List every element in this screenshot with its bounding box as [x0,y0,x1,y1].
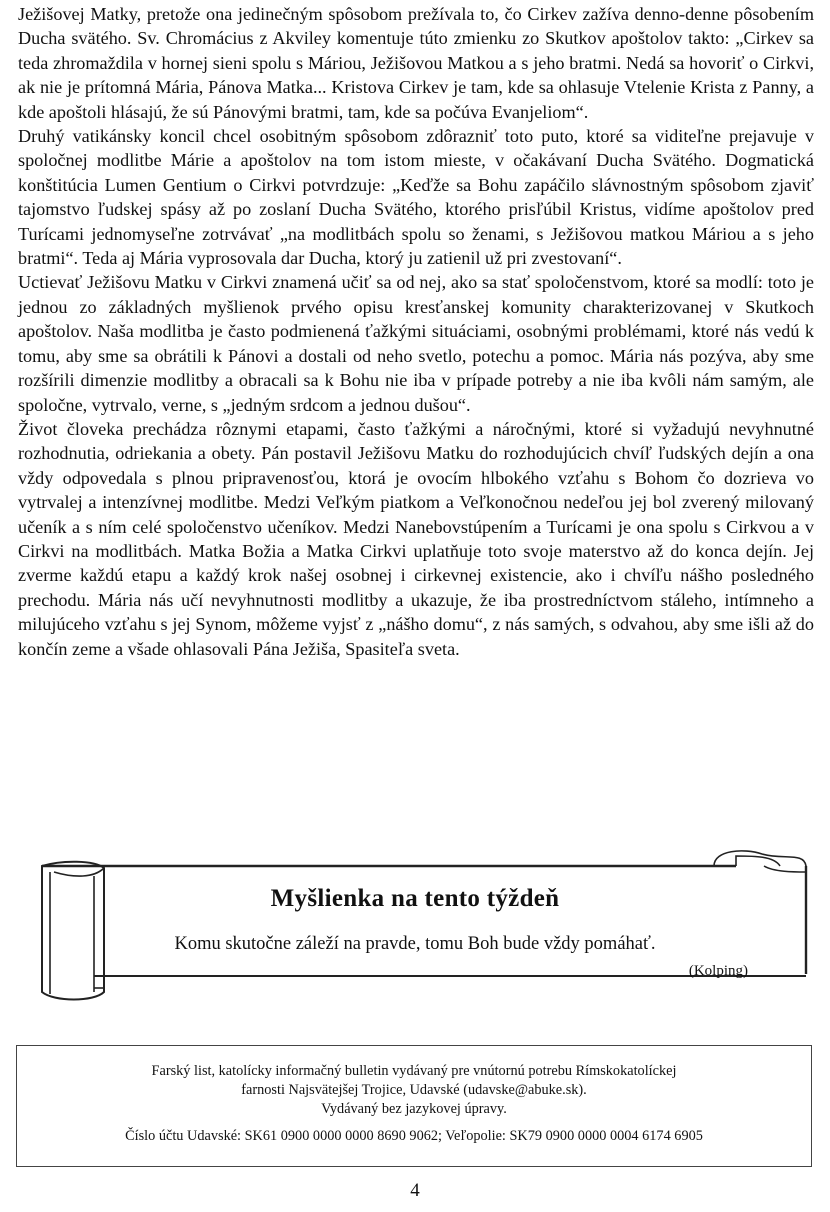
paragraph-4: Život človeka prechádza rôznymi etapami, často ťažkými a náročnými, ktoré si vyžadujú nevyhnutné rozhodnutia, odriekania a obety. Pán postavil Ježišovu Matku do rozhodujúcich chvíľ ľudských dejín a ona vždy odpovedala s plnou pripravenosťou, ktorá je ovocím hlbokého vzťahu s Bohom čo dozrieva vo vytrvalej a intenzívnej modlitbe. Medzi Veľkým piatkom a Veľkonočnou nedeľou jej bol zverený milovaný učeník a s ním celé spoločenstvo učeníkov. Medzi Nanebovstúpením a Turícami je ona spolu s Cirkvou a v Cirkvi na modlitbách. Matka Božia a Matka Cirkvi uplatňuje toto svoje materstvo až do konca dejín. Jej zverme každú etapu a každý krok našej osobnej i cirkevnej existencie, ako i chvíľu nášho posledného prechodu. Mária nás učí nevyhnutnosti modlitby a ukazuje, že iba prostredníctvom stáleho, intímneho a milujúceho vzťahu s jej Synom, môžeme vyjsť z „nášho domu“, z nás samých, s odvahou, aby sme išli až do končín zeme a všade ohlasovali Pána Ježiša, Spasiteľa sveta. [18,418,814,659]
footer-line-3: Vydávaný bez jazykovej úpravy. [321,1101,507,1117]
thought-title: Myšlienka na tento týždeň [270,885,560,912]
article-body [18,2,814,661]
scroll-banner-graphic [14,842,816,1010]
thought-quote: Komu skutočne záleží na pravde, tomu Boh bude vždy pomáhať. [174,934,656,954]
thought-author: (Kolping) [688,963,748,979]
footer-accounts: Číslo účtu Udavské: SK61 0900 0000 0000 8690 9062; Veľopolie: SK79 0900 0000 0004 6174 6905 [125,1128,703,1144]
paragraph-2: Druhý vatikánsky koncil chcel osobitným spôsobom zdôrazniť toto puto, ktoré sa viditeľne prejavuje v spoločnej modlitbe Márie a apoštolov na tom istom mieste, v očakávaní Ducha Svätého. Dogmatická konštitúcia Lumen Gentium o Cirkvi potvrdzuje: „Keďže sa Bohu zapáčilo slávnostným spôsobom zjaviť tajomstvo ľudskej spásy až po zoslaní Ducha Svätého, ktorého prisľúbil Kristus, vidíme apoštolov pred Turícami jednomyseľne zotrvávať „na modlitbách spolu so ženami, s Ježišovou matkou Máriou a s jeho bratmi“. Teda aj Mária vyprosovala dar Ducha, ktorý ju zatienil už pri zvestovaní“. [18,126,814,269]
paragraph-1: Ježišovej Matky, pretože ona jedinečným spôsobom prežívala to, čo Cirkev zažíva denno-denne pôsobením Ducha svätého. Sv. Chromácius z Akviley komentuje túto zmienku zo Skutkov apoštolov takto: „Cirkev sa teda zhromaždila v hornej sieni spolu s Máriou, Ježišovou Matkou a s jeho bratmi. Nedá sa hovoriť o Cirkvi, ak nie je prítomná Mária, Pánova Matka... Kristova Cirkev je tam, kde sa ohlasuje Vtelenie Krista z Panny, a kde apoštoli hlásajú, že sú Pánovými bratmi, tam, kde sa počúva Evanjeliom“. [18,4,814,122]
thought-of-week-scroll [14,842,816,1010]
footer-line-1: Farský list, katolícky informačný bulletin vydávaný pre vnútornú potrebu Rímskokatolíckej [151,1063,677,1079]
page-number: 4 [410,1180,420,1201]
paragraph-3: Uctievať Ježišovu Matku v Cirkvi znamená učiť sa od nej, ako sa stať spoločenstvom, ktoré sa modlí: toto je jednou zo základných myšlienok prvého opisu kresťanskej komunity charakterizovanej v Skutkoch apoštolov. Naša modlitba je často podmienená ťažkými situáciami, osobnými problémami, ktoré nás vedú k tomu, aby sme sa obrátili k Pánovi a dostali od neho svetlo, potechu a pomoc. Mária nás pozýva, aby sme rozšírili dimenzie modlitby a obracali sa k Bohu nie iba v prípade potreby a nie iba kvôli nám samým, ale spoločne, vytrvalo, verne, s „jedným srdcom a jednou dušou“. [18,272,814,415]
footer-line-2: farnosti Najsvätejšej Trojice, Udavské (udavske@abuke.sk). [241,1082,587,1098]
bulletin-footer [16,1045,812,1167]
